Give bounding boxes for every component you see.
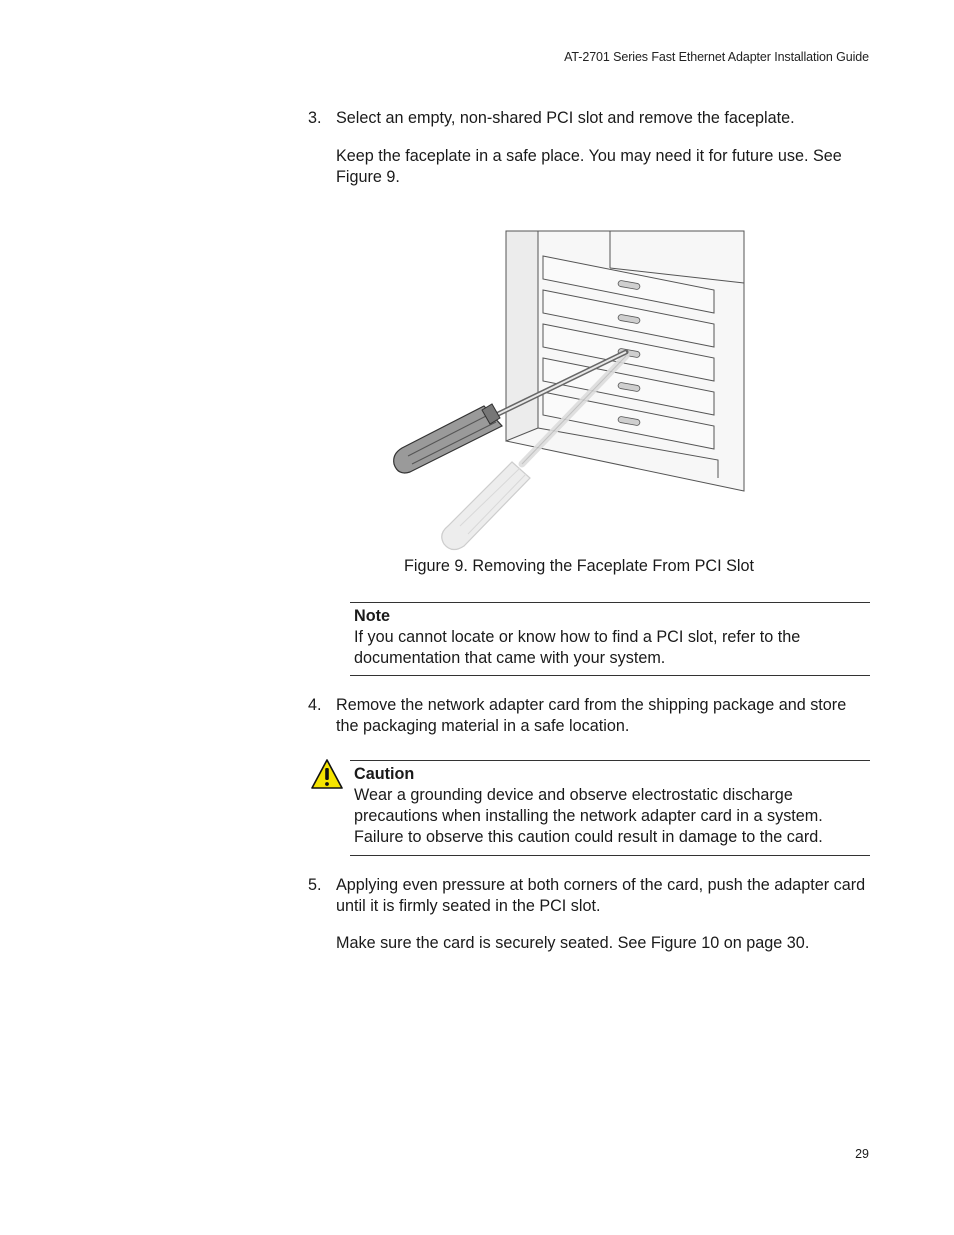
- caution-box: [350, 760, 870, 856]
- running-header: AT-2701 Series Fast Ethernet Adapter Installation Guide: [564, 50, 869, 64]
- warning-triangle-icon: [310, 758, 344, 790]
- caution-title: Caution: [354, 765, 415, 783]
- step-text: Applying even pressure at both corners of the card, push the adapter card until it is firmly seated in the PCI slot.: [336, 876, 866, 915]
- page-number: 29: [855, 1147, 869, 1161]
- caution-body: Wear a grounding device and observe electrostatic discharge precautions when installing the network adapter card in a system. Failure to observe this caution could result in damage to the card.: [354, 786, 823, 846]
- step-text: Select an empty, non-shared PCI slot and remove the faceplate.: [336, 109, 795, 127]
- note-title: Note: [354, 607, 390, 625]
- step-3-detail: Keep the faceplate in a safe place. You may need it for future use. See Figure 9.: [336, 147, 842, 186]
- note-body: If you cannot locate or know how to find a PCI slot, refer to the documentation that came with your system.: [354, 628, 801, 667]
- faceplate-removal-illustration: [390, 228, 746, 552]
- step-5-detail: Make sure the card is securely seated. See Figure 10 on page 30.: [336, 934, 810, 952]
- step-number: 3.: [308, 109, 322, 127]
- figure-caption: Figure 9. Removing the Faceplate From PCI Slot: [404, 557, 754, 575]
- step-number: 5.: [308, 876, 322, 894]
- note-box: [350, 602, 870, 676]
- step-number: 4.: [308, 696, 322, 714]
- step-text: Remove the network adapter card from the shipping package and store the packaging material in a safe location.: [336, 696, 847, 735]
